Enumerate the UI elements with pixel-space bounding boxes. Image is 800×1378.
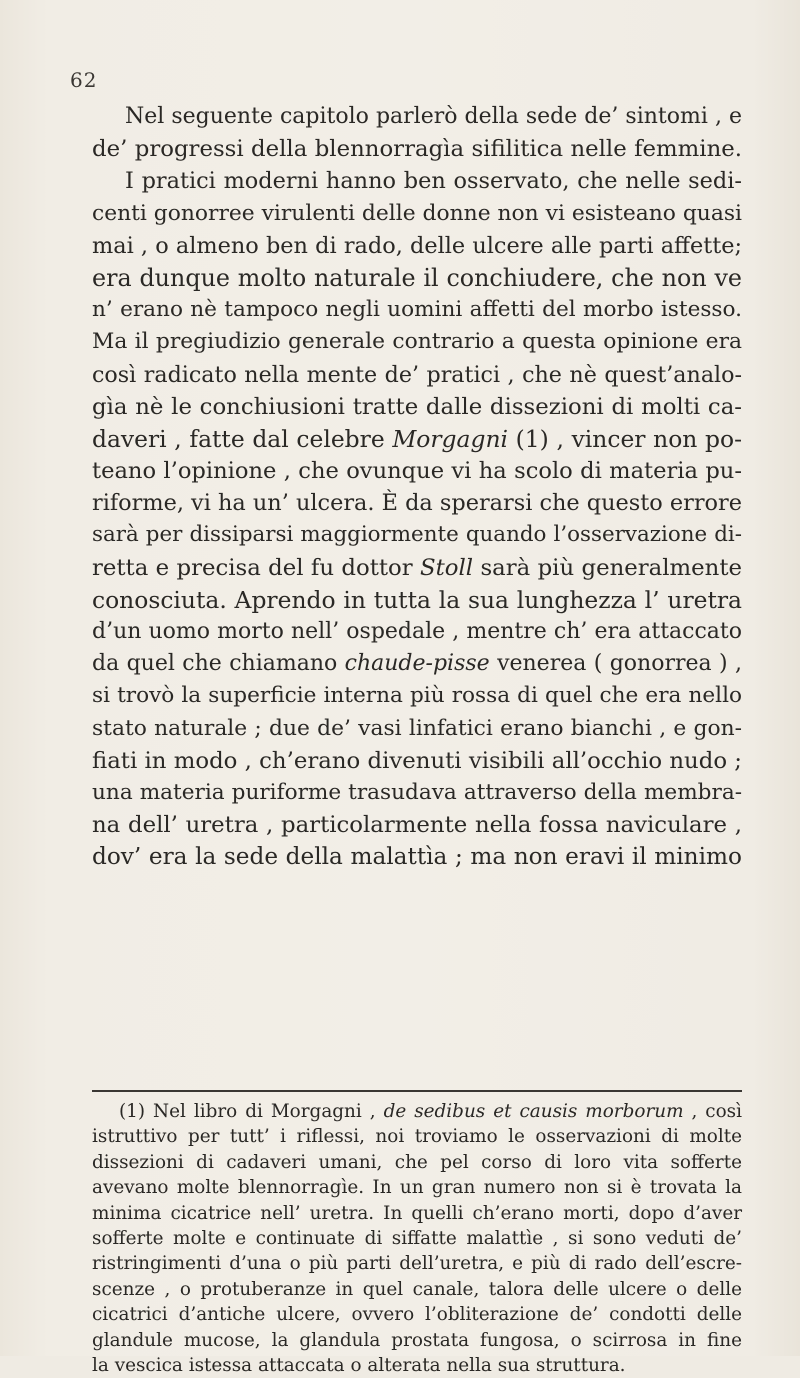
body-line: stato naturale ; due de’ vasi linfatici erano bianchi , e gon- xyxy=(92,715,742,741)
body-line: gìa nè le conchiusioni tratte dalle dissezioni di molti ca- xyxy=(92,393,742,420)
body-line: I pratici moderni hanno ben osservato, che nelle sedi- xyxy=(125,168,742,195)
footnote-line: glandule mucose, la glandula prostata fungosa, o scirrosa in fine xyxy=(92,1329,742,1351)
italic-phrase: Stoll xyxy=(420,554,474,581)
footnote-line: istruttivo per tutt’ i riflessi, noi troviamo le osservazioni di molte xyxy=(92,1126,742,1148)
body-line: na dell’ uretra , particolarmente nella fossa naviculare , xyxy=(92,812,742,839)
footnote-line: la vescica istessa attaccata o alterata nella sua struttura. xyxy=(92,1354,626,1376)
text-segment: sarà più generalmente xyxy=(473,554,742,581)
text-segment: da quel che chiamano xyxy=(92,651,345,677)
footnote-line: scenze , o protuberanze in quel canale, talora delle ulcere o delle xyxy=(92,1278,742,1300)
text-segment: daveri , fatte dal celebre xyxy=(92,424,393,453)
footnote xyxy=(92,1099,742,1378)
body-line: sarà per dissiparsi maggiormente quando l’osservazione di- xyxy=(92,522,742,548)
footnote-line: cicatrici d’antiche ulcere, ovvero l’obliterazione de’ condotti delle xyxy=(92,1304,742,1326)
body-line: riforme, vi ha un’ ulcera. È da sperarsi che questo errore xyxy=(92,490,742,517)
body-line: Nel seguente capitolo parlerò della sede de’ sintomi , e xyxy=(125,104,742,129)
footnote-line: sofferte molte e continuate di siffatte malattìe , si sono veduti de’ xyxy=(92,1227,742,1249)
italic-phrase: Morgagni xyxy=(392,424,508,453)
footnote-line: avevano molte blennorragìe. In un gran numero non si è trovata la xyxy=(92,1177,742,1199)
body-line: d’un uomo morto nell’ ospedale , mentre ch’ era attaccato xyxy=(92,619,742,644)
body-line: Ma il pregiudizio generale contrario a questa opinione era xyxy=(92,329,742,355)
text-segment: venerea ( gonorrea ) , xyxy=(489,651,743,677)
body-line: fiati in modo , ch’erano divenuti visibili all’occhio nudo ; xyxy=(92,747,742,774)
body-line: così radicato nella mente de’ pratici , che nè quest’analo- xyxy=(92,361,742,388)
body-line-chaude-pisse xyxy=(92,648,742,680)
footnote-line-de-sedibus xyxy=(92,1099,742,1124)
italic-phrase: de sedibus et causis morborum xyxy=(383,1101,684,1122)
footnote-line: minima cicatrice nell’ uretra. In quelli ch’erano morti, dopo d’aver xyxy=(92,1202,742,1224)
body-text xyxy=(92,101,742,874)
body-line: conosciuta. Aprendo in tutta la sua lunghezza l’ uretra xyxy=(92,585,742,614)
text-segment: (1) Nel libro di Morgagni , xyxy=(119,1101,384,1122)
footnote-divider xyxy=(92,1090,742,1092)
body-line-stoll xyxy=(92,552,742,584)
text-segment: (1) , vincer non po- xyxy=(508,424,742,453)
body-line-morgagni xyxy=(92,423,742,455)
body-line: centi gonorree virulenti delle donne non vi esisteano quasi xyxy=(92,200,742,226)
footnote-line: ristringimenti d’una o più parti dell’uretra, e più di rado dell’escre- xyxy=(92,1253,742,1275)
body-line: de’ progressi della blennorragìa sifilitica nelle femmine. xyxy=(92,136,742,163)
body-line: mai , o almeno ben di rado, delle ulcere alle parti affette; xyxy=(92,232,742,259)
page-number: 62 xyxy=(70,68,98,92)
body-line: n’ erano nè tampoco negli uomini affetti del morbo istesso. xyxy=(92,297,742,323)
italic-phrase: chaude-pisse xyxy=(344,651,490,677)
body-line: dov’ era la sede della malattìa ; ma non eravi il minimo xyxy=(92,843,742,871)
body-line: era dunque molto naturale il conchiudere, che non ve xyxy=(92,263,742,292)
body-line: si trovò la superficie interna più rossa di quel che era nello xyxy=(92,683,742,709)
text-segment: , così xyxy=(683,1101,742,1122)
text-segment: retta e precisa del fu dottor xyxy=(92,554,420,581)
footnote-line: dissezioni di cadaveri umani, che pel corso di loro vita sofferte xyxy=(92,1151,742,1173)
body-line: una materia puriforme trasudava attraverso della membra- xyxy=(92,779,742,805)
body-line: teano l’opinione , che ovunque vi ha scolo di materia pu- xyxy=(92,458,742,485)
